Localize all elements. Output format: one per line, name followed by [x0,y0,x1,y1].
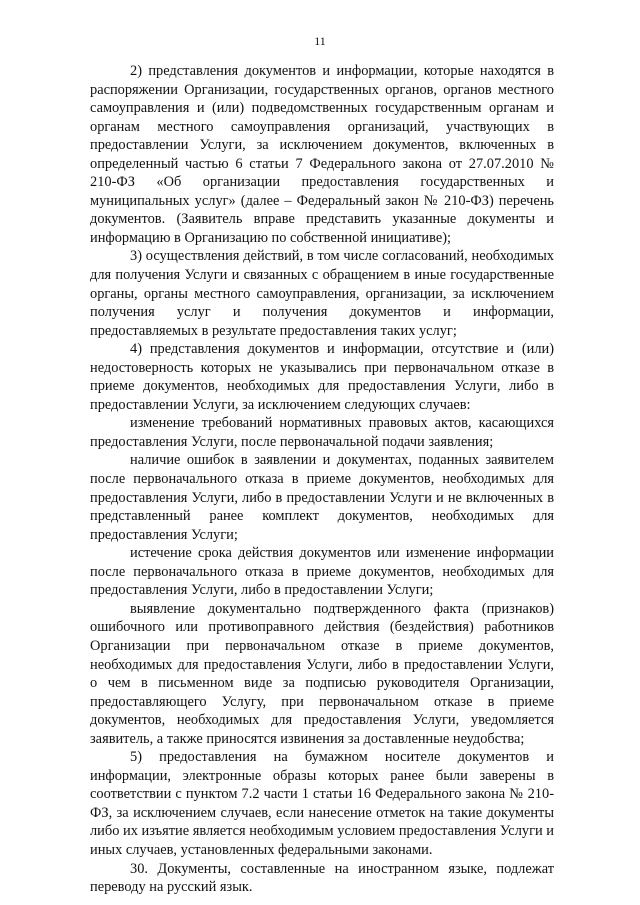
document-body [90,62,554,897]
paragraph-case-errors: наличие ошибок в заявлении и документах, поданных заявителем после первоначального отказа в приеме документов, необходимых для предоставления Услуги, либо в предоставлении Услуги и не включенных в представленный ранее комплект документов, необходимых для предоставления Услуги; [90,452,554,543]
page-number: 11 [314,34,326,48]
paragraph-item-4: 4) представления документов и информации, отсутствие и (или) недостоверность которых не указывались при первоначальном отказе в приеме документов, необходимых для предоставления Услуги, либо в предоставлении Услуги, за исключением следующих случаев: [90,341,554,413]
paragraph-case-expiration: истечение срока действия документов или изменение информации после первоначального отказа в приеме документов, необходимых для предоставления Услуги, либо в предоставлении Услуги; [90,545,554,599]
paragraph-item-2: 2) представления документов и информации, которые находятся в распоряжении Организации, государственных органов, органов местного самоуправления и (или) подведомственных государственным органам и органам местного самоуправления организаций, участвующих в предоставлении Услуги, за исключением документов, включенных в определенный частью 6 статьи 7 Федерального закона от 27.07.2010 № 210-ФЗ «Об организации предоставления государственных и муниципальных услуг» (далее – Федеральный закон № 210-ФЗ) перечень документов. (Заявитель вправе представить указанные документы и информацию в Организацию по собственной инициативе); [90,63,554,246]
paragraph-case-misconduct: выявление документально подтвержденного факта (признаков) ошибочного или противоправного действия (бездействия) работников Организации при первоначальном отказе в приеме документов, необходимых для предоставления Услуги, либо в предоставлении Услуги, о чем в письменном виде за подписью руководителя Организации, предоставляющего Услугу, при первоначальном отказе в приеме документов, необходимых для предоставления Услуги, уведомляется заявитель, а также приносятся извинения за доставленные неудобства; [90,600,554,747]
paragraph-item-3: 3) осуществления действий, в том числе согласований, необходимых для получения Услуги и связанных с обращением в иные государственные органы, органы местного самоуправления, организации, за исключением получения услуг и получения документов и информации, предоставляемых в результате предоставления таких услуг; [90,248,554,339]
paragraph-case-requirements-change: изменение требований нормативных правовых актов, касающихся предоставления Услуги, после первоначальной подачи заявления; [90,415,554,450]
paragraph-item-5: 5) предоставления на бумажном носителе документов и информации, электронные образы которых ранее были заверены в соответствии с пунктом 7.2 части 1 статьи 16 Федерального закона № 210-ФЗ, за исключением случаев, если нанесение отметок на такие документы либо их изъятие является необходимым условием предоставления Услуги и иных случаев, установленных федеральными законами. [90,749,554,858]
paragraph-30: 30. Документы, составленные на иностранном языке, подлежат переводу на русский язык. [90,860,554,896]
